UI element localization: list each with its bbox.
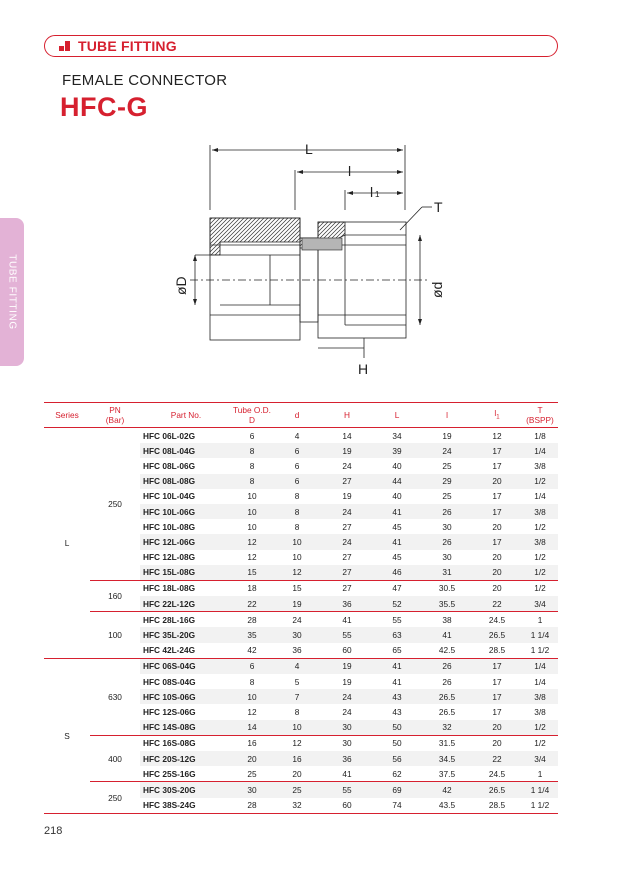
- cell-od: 28: [232, 798, 272, 814]
- cell-od: 42: [232, 643, 272, 659]
- cell-l1: 20: [472, 720, 522, 736]
- dim-label-l1-sub: 1: [375, 190, 380, 199]
- pn-cell: 160: [90, 580, 140, 611]
- cell-d: 12: [272, 565, 322, 581]
- cell-T: 1/4: [534, 676, 546, 687]
- cell-l: 31: [422, 565, 472, 581]
- dim-label-d: ød: [429, 281, 445, 298]
- cell-l1: 20: [472, 565, 522, 581]
- cell-L: 45: [392, 521, 402, 532]
- header-l1-label: l: [494, 407, 497, 418]
- cell-L: 41: [372, 658, 422, 674]
- cell-H: 41: [322, 766, 372, 782]
- cell-l1: 17: [492, 706, 502, 717]
- cell-od: 10: [247, 521, 257, 532]
- cell-L: 74: [372, 798, 422, 814]
- cell-partno: HFC 30S-20G: [140, 782, 232, 798]
- cell-l: 30: [442, 552, 452, 563]
- cell-l1: 17: [472, 534, 522, 549]
- cell-od: 12: [232, 534, 272, 549]
- cell-l: 34.5: [422, 751, 472, 766]
- cell-d: 8: [294, 491, 300, 502]
- cell-d: 30: [272, 627, 322, 642]
- cell-partno: HFC 14S-08G: [140, 720, 232, 736]
- cell-partno: HFC 12L-06G: [140, 534, 232, 549]
- cell-partno: HFC 06S-04G: [140, 658, 232, 674]
- cell-d: 12: [292, 738, 302, 749]
- cell-l1: 26.5: [472, 627, 522, 642]
- cell-T: 1 1/4: [522, 627, 558, 642]
- header-pn: [90, 403, 140, 428]
- cell-L: 55: [392, 614, 402, 625]
- cell-l1: 20: [472, 474, 522, 489]
- cell-d: 10: [272, 720, 322, 736]
- pn-cell: 100: [90, 612, 140, 659]
- cell-L: 46: [372, 565, 422, 581]
- cell-L: 62: [372, 766, 422, 782]
- header-part-no: Part No.: [140, 403, 232, 428]
- cell-T: 3/8: [522, 504, 558, 519]
- cell-od: 28: [247, 614, 257, 625]
- cell-l: 37.5: [422, 766, 472, 782]
- cell-H: 24: [322, 534, 372, 549]
- cell-od: 8: [249, 460, 255, 471]
- cell-H: 60: [322, 643, 372, 659]
- cell-partno: HFC 15L-08G: [140, 565, 232, 581]
- cell-l: 26: [422, 534, 472, 549]
- cell-T: 1/2: [522, 720, 558, 736]
- cell-partno: HFC 20S-12G: [140, 751, 232, 766]
- cell-L: 40: [392, 460, 402, 471]
- cell-l1: 24.5: [472, 766, 522, 782]
- cell-L: 52: [372, 596, 422, 612]
- cell-od: 35: [232, 627, 272, 642]
- cell-d: 6: [272, 474, 322, 489]
- table-header-row: [44, 403, 558, 428]
- cell-partno: HFC 28L-16G: [143, 614, 196, 625]
- cell-L: 65: [372, 643, 422, 659]
- cell-d: 32: [272, 798, 322, 814]
- cell-T: 3/4: [522, 596, 558, 612]
- cell-H: 30: [342, 738, 352, 749]
- cell-d: 4: [294, 430, 300, 441]
- cell-partno: HFC 18L-08G: [143, 583, 196, 594]
- cell-L: 41: [372, 504, 422, 519]
- cell-partno: HFC 42L-24G: [140, 643, 232, 659]
- cell-T: 1 1/2: [522, 798, 558, 814]
- cell-l: 26: [422, 504, 472, 519]
- dim-label-D: øD: [173, 276, 189, 295]
- cell-T: 1/4: [522, 443, 558, 458]
- dim-label-l1: l: [370, 184, 374, 200]
- header-l: l: [422, 403, 472, 428]
- cell-L: 39: [372, 443, 422, 458]
- cell-od: 6: [249, 430, 255, 441]
- cell-d: 25: [272, 782, 322, 798]
- cell-L: 47: [392, 583, 402, 594]
- cell-d: 6: [272, 443, 322, 458]
- cell-partno: HFC 10L-06G: [140, 504, 232, 519]
- cell-partno: HFC 25S-16G: [140, 766, 232, 782]
- cell-T: 1 1/4: [522, 782, 558, 798]
- cell-d: 10: [292, 552, 302, 563]
- cell-l: 42.5: [422, 643, 472, 659]
- cell-L: 44: [372, 474, 422, 489]
- cell-d: 24: [292, 614, 302, 625]
- header-L: L: [372, 403, 422, 428]
- cell-H: 19: [322, 443, 372, 458]
- cell-l1: 17: [492, 676, 502, 687]
- header-l1: [472, 403, 522, 428]
- cell-l1: 17: [472, 658, 522, 674]
- cell-l: 25: [442, 491, 452, 502]
- cell-T: 1/4: [534, 491, 546, 502]
- cell-od: 20: [232, 751, 272, 766]
- cell-H: 27: [322, 474, 372, 489]
- cell-T: 3/8: [534, 460, 546, 471]
- cell-L: 43: [392, 706, 402, 717]
- cell-H: 27: [342, 583, 352, 594]
- cell-od: 15: [232, 565, 272, 581]
- dim-label-l: l: [348, 163, 352, 179]
- cell-l: 31.5: [438, 738, 456, 749]
- cell-l: 26.5: [438, 706, 456, 717]
- cell-od: 10: [247, 491, 257, 502]
- cell-H: 27: [342, 521, 352, 532]
- cell-T: 1/2: [522, 565, 558, 581]
- cell-H: 27: [342, 552, 352, 563]
- spec-table-body: [44, 428, 558, 814]
- cell-d: 19: [272, 596, 322, 612]
- cell-l1: 17: [472, 504, 522, 519]
- series-cell: L: [44, 428, 90, 659]
- cell-L: 41: [392, 676, 402, 687]
- banner-squares-icon: [59, 41, 71, 51]
- cell-od: 14: [232, 720, 272, 736]
- cell-H: 41: [342, 614, 352, 625]
- cell-partno: HFC 08L-08G: [140, 474, 232, 489]
- cell-T: 1/2: [534, 583, 546, 594]
- cell-L: 45: [392, 552, 402, 563]
- cell-od: 30: [232, 782, 272, 798]
- cell-od: 16: [247, 738, 257, 749]
- cell-od: 6: [232, 658, 272, 674]
- cell-H: 55: [322, 627, 372, 642]
- cell-L: 41: [372, 534, 422, 549]
- pn-cell: 400: [90, 735, 140, 782]
- cell-d: 5: [294, 676, 300, 687]
- cell-partno: HFC 12S-06G: [143, 706, 196, 717]
- cell-partno: HFC 06L-02G: [143, 430, 196, 441]
- cell-l: 42: [422, 782, 472, 798]
- cell-od: 22: [232, 596, 272, 612]
- section-banner: [44, 35, 558, 57]
- page-number: 218: [44, 825, 63, 837]
- cell-d: 8: [294, 521, 300, 532]
- pn-cell: 630: [90, 658, 140, 735]
- pn-cell: 250: [90, 782, 140, 813]
- cell-od: 12: [247, 552, 257, 563]
- cell-l1: 28.5: [472, 643, 522, 659]
- cell-l1: 20: [492, 738, 502, 749]
- cell-od: 10: [232, 504, 272, 519]
- cell-T: 1/2: [534, 738, 546, 749]
- cell-d: 8: [294, 706, 300, 717]
- cell-L: 50: [392, 738, 402, 749]
- table-row: [44, 658, 558, 674]
- cell-H: 19: [342, 491, 352, 502]
- cell-L: 69: [372, 782, 422, 798]
- technical-drawing: [160, 130, 460, 380]
- side-tab-label-wrap: [0, 218, 24, 366]
- cell-L: 50: [372, 720, 422, 736]
- cell-l: 26: [442, 676, 452, 687]
- cell-partno: HFC 35L-20G: [140, 627, 232, 642]
- cell-T: 3/8: [534, 706, 546, 717]
- cell-H: 19: [342, 676, 352, 687]
- cell-T: 1: [522, 766, 558, 782]
- cell-H: 24: [342, 706, 352, 717]
- cell-l: 26: [422, 658, 472, 674]
- cell-T: 1/4: [522, 658, 558, 674]
- cell-od: 8: [232, 443, 272, 458]
- cell-l1: 20: [492, 583, 502, 594]
- cell-L: 34: [392, 430, 402, 441]
- cell-H: 27: [322, 565, 372, 581]
- cell-od: 8: [249, 676, 255, 687]
- cell-l: 24: [422, 443, 472, 458]
- cell-od: 25: [232, 766, 272, 782]
- cell-partno: HFC 10L-04G: [143, 491, 196, 502]
- cell-T: 1: [537, 614, 543, 625]
- cell-partno: HFC 38S-24G: [140, 798, 232, 814]
- cell-l: 32: [422, 720, 472, 736]
- product-subtitle: FEMALE CONNECTOR: [62, 72, 228, 89]
- cell-l: 41: [422, 627, 472, 642]
- pn-cell: 250: [90, 428, 140, 581]
- table-row: [44, 735, 558, 751]
- spec-table: [44, 402, 558, 814]
- cell-l1: 24.5: [488, 614, 506, 625]
- cell-T: 3/8: [522, 689, 558, 704]
- cell-l1: 17: [472, 689, 522, 704]
- cell-partno: HFC 12L-08G: [143, 552, 196, 563]
- cell-T: 3/4: [522, 751, 558, 766]
- cell-l1: 22: [472, 751, 522, 766]
- cell-l: 25: [442, 460, 452, 471]
- header-t-label: T: [537, 404, 543, 415]
- cell-l: 30: [442, 521, 452, 532]
- header-d: d: [272, 403, 322, 428]
- cell-T: 1/2: [534, 552, 546, 563]
- cell-H: 36: [322, 596, 372, 612]
- cell-d: 10: [272, 534, 322, 549]
- dim-label-L: L: [305, 141, 313, 157]
- banner-title: TUBE FITTING: [78, 38, 177, 54]
- cell-H: 60: [322, 798, 372, 814]
- cell-d: 15: [292, 583, 302, 594]
- cell-d: 36: [272, 643, 322, 659]
- cell-H: 24: [322, 689, 372, 704]
- cell-H: 55: [322, 782, 372, 798]
- cell-partno: HFC 22L-12G: [140, 596, 232, 612]
- cell-l: 38: [442, 614, 452, 625]
- cell-partno: HFC 08L-06G: [143, 460, 196, 471]
- cell-l1: 28.5: [472, 798, 522, 814]
- cell-T: 1 1/2: [522, 643, 558, 659]
- cell-partno: HFC 10S-06G: [140, 689, 232, 704]
- cell-l1: 22: [472, 596, 522, 612]
- dim-label-T: T: [434, 199, 443, 215]
- cell-H: 24: [322, 504, 372, 519]
- cell-l: 19: [442, 430, 452, 441]
- cell-od: 18: [247, 583, 257, 594]
- dim-label-H: H: [358, 361, 369, 377]
- header-tube-od-symbol: D: [249, 415, 255, 425]
- cell-od: 10: [232, 689, 272, 704]
- table-row: [44, 428, 558, 444]
- cell-l1: 26.5: [472, 782, 522, 798]
- cell-T: 1/2: [522, 474, 558, 489]
- cell-l1: 20: [492, 552, 502, 563]
- cell-l: 43.5: [422, 798, 472, 814]
- cell-H: 30: [322, 720, 372, 736]
- table-row: [44, 580, 558, 596]
- cell-d: 6: [294, 460, 300, 471]
- cell-l1: 17: [492, 491, 502, 502]
- cell-l1: 20: [492, 521, 502, 532]
- header-t: [522, 403, 558, 428]
- cell-l1: 12: [492, 430, 502, 441]
- cell-partno: HFC 16S-08G: [143, 738, 196, 749]
- cell-od: 8: [232, 474, 272, 489]
- cell-L: 40: [392, 491, 402, 502]
- cell-d: 16: [272, 751, 322, 766]
- cell-od: 12: [247, 706, 257, 717]
- header-pn-unit: (Bar): [105, 415, 125, 425]
- cell-d: 7: [272, 689, 322, 704]
- cell-H: 36: [322, 751, 372, 766]
- cell-T: 3/8: [522, 534, 558, 549]
- cell-H: 19: [322, 658, 372, 674]
- header-tube-od: [232, 403, 272, 428]
- header-pn-label: PN: [109, 404, 121, 415]
- cell-l1: 17: [472, 443, 522, 458]
- header-series: Series: [44, 403, 90, 428]
- cell-l: 29: [422, 474, 472, 489]
- cell-partno: HFC 08L-04G: [140, 443, 232, 458]
- header-tube-od-label: Tube O.D.: [233, 404, 271, 415]
- cell-H: 14: [342, 430, 352, 441]
- cell-T: 1/8: [534, 430, 546, 441]
- cell-d: 4: [272, 658, 322, 674]
- header-h: H: [322, 403, 372, 428]
- cell-l: 30.5: [438, 583, 456, 594]
- cell-d: 20: [272, 766, 322, 782]
- cell-L: 43: [372, 689, 422, 704]
- cell-partno: HFC 08S-04G: [143, 676, 196, 687]
- cell-l: 26.5: [422, 689, 472, 704]
- cell-l1: 17: [492, 460, 502, 471]
- cell-L: 56: [372, 751, 422, 766]
- header-l1-sub: 1: [496, 414, 500, 421]
- cell-L: 63: [372, 627, 422, 642]
- header-t-unit: (BSPP): [526, 415, 554, 425]
- series-cell: S: [44, 658, 90, 813]
- table-row: [44, 612, 558, 628]
- cell-T: 1/2: [534, 521, 546, 532]
- cell-H: 24: [342, 460, 352, 471]
- cell-d: 8: [272, 504, 322, 519]
- side-tab-label: TUBE FITTING: [6, 254, 18, 330]
- table-row: [44, 782, 558, 798]
- cell-partno: HFC 10L-08G: [143, 521, 196, 532]
- product-model: HFC-G: [60, 92, 148, 122]
- cell-l: 35.5: [422, 596, 472, 612]
